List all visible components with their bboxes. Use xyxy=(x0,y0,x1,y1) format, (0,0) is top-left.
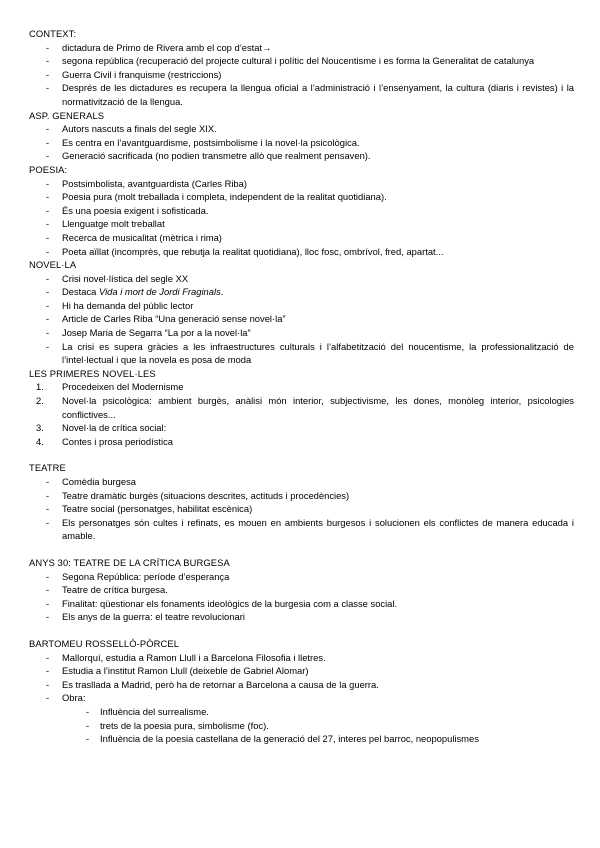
dash-bullet: - xyxy=(86,719,90,731)
list-item xyxy=(29,597,574,611)
sub-list-item xyxy=(62,705,574,719)
dash-bullet: - xyxy=(46,136,50,148)
dash-bullet: - xyxy=(46,123,50,135)
item-text: Novel·la de crítica social: xyxy=(62,422,167,434)
list-item xyxy=(29,394,574,421)
item-text: Generació sacrificada (no podien transmetre allò que realment pensaven). xyxy=(62,150,371,162)
dash-bullet: - xyxy=(86,705,90,717)
dash-bullet: - xyxy=(46,41,50,53)
item-text: Influència del surrealisme. xyxy=(100,705,209,717)
section-heading: TEATRE xyxy=(29,462,66,474)
list-item xyxy=(29,489,574,503)
dash-bullet: - xyxy=(46,177,50,189)
list-item xyxy=(29,285,574,299)
section-heading: BARTOMEU ROSSELLÓ-PÒRCEL xyxy=(29,637,180,649)
item-text: Comèdia burgesa xyxy=(62,476,137,487)
item-text: Crisi novel·lística del segle XX xyxy=(62,272,189,284)
list-item xyxy=(29,691,574,745)
item-text: Novel·la psicològica: ambient burgès, anàlisi món interior, subjectivisme, les dones, monòleg interior, psicologies conflictives... xyxy=(62,395,574,420)
dash-bullet: - xyxy=(46,489,50,501)
dash-bullet: - xyxy=(46,651,50,663)
dash-bullet: - xyxy=(46,299,50,311)
dash-bullet: - xyxy=(46,150,50,162)
item-text: Poesia pura (molt treballada i completa, independent de la realitat quotidiana). xyxy=(62,191,387,203)
section-list xyxy=(29,122,574,163)
item-text: . xyxy=(220,286,224,298)
dash-bullet: - xyxy=(46,191,50,203)
dash-bullet: - xyxy=(46,313,50,325)
dash-bullet: - xyxy=(46,611,50,623)
sub-list-item xyxy=(62,732,574,746)
list-item xyxy=(29,583,574,597)
item-text: Contes i prosa periodística xyxy=(62,435,173,447)
section-list xyxy=(29,475,574,543)
section-heading: CONTEXT: xyxy=(29,28,77,39)
dash-bullet: - xyxy=(86,733,90,745)
list-item xyxy=(29,177,574,191)
item-text: Postsimbolista, avantguardista (Carles Riba) xyxy=(62,177,247,189)
list-item xyxy=(29,204,574,218)
section-heading: LES PRIMERES NOVEL·LES xyxy=(29,367,156,379)
item-text: Obra: xyxy=(62,692,86,704)
item-text: Mallorquí, estudia a Ramon Llull i a Barcelona Filosofia i lletres. xyxy=(62,651,326,663)
item-text: Després de les dictadures es recupera la llengua oficial a l’administració i l’ensenyament, la cultura (diaris i revistes) i la normativització de la llengua. xyxy=(62,82,574,107)
list-item xyxy=(29,190,574,204)
section-heading: ANYS 30: TEATRE DE LA CRÍTICA BURGESA xyxy=(29,556,230,568)
section-list xyxy=(29,41,574,109)
list-item xyxy=(29,380,574,394)
dash-bullet: - xyxy=(46,665,50,677)
dash-bullet: - xyxy=(46,231,50,243)
dash-bullet: - xyxy=(46,516,50,528)
list-item xyxy=(29,340,574,367)
item-text: Segona República: període d’esperança xyxy=(62,570,230,582)
item-text: Poeta aïllat (incomprès, que rebutja la realitat quotidiana), lloc fosc, ombrívol, fred, apartat... xyxy=(62,245,444,257)
list-number: 1. xyxy=(36,381,44,393)
dash-bullet: - xyxy=(46,692,50,704)
section-list xyxy=(29,651,574,746)
item-text: segona república (recuperació del projecte cultural i polític del Noucentisme i es forma la Generalitat de catalunya xyxy=(62,55,535,67)
item-text: dictadura de Primo de Rivera amb el cop d’estat→ xyxy=(62,41,272,53)
item-text: Teatre dramàtic burgès (situacions descrites, actituds i procedències) xyxy=(62,489,350,501)
section-heading: ASP. GENERALS xyxy=(29,109,105,121)
dash-bullet: - xyxy=(46,597,50,609)
item-text: Es trasllada a Madrid, però ha de retornar a Barcelona a causa de la guerra. xyxy=(62,678,379,690)
item-text: Guerra Civil i franquisme (restriccions) xyxy=(62,68,222,80)
section-heading: NOVEL·LA xyxy=(29,259,77,271)
dash-bullet: - xyxy=(46,272,50,284)
item-text: Destaca xyxy=(62,286,99,298)
item-text: Llenguatge molt treballat xyxy=(62,218,165,230)
section-heading: POESIA: xyxy=(29,163,68,175)
dash-bullet: - xyxy=(46,218,50,230)
list-item xyxy=(29,664,574,678)
dash-bullet: - xyxy=(46,503,50,515)
list-item xyxy=(29,570,574,584)
item-text: Finalitat: qüestionar els fonaments ideològics de la burgesia com a classe social. xyxy=(62,597,398,609)
list-item xyxy=(29,678,574,692)
dash-bullet: - xyxy=(46,286,50,298)
item-text: Autors nascuts a finals del segle XIX. xyxy=(62,123,217,135)
dash-bullet: - xyxy=(46,678,50,690)
item-text: Hi ha demanda del públic lector xyxy=(62,299,194,311)
list-item xyxy=(29,149,574,163)
list-item xyxy=(29,272,574,286)
list-item xyxy=(29,136,574,150)
sub-list xyxy=(62,705,574,746)
dash-bullet: - xyxy=(46,204,50,216)
list-item xyxy=(29,610,574,624)
list-item xyxy=(29,41,574,55)
list-item xyxy=(29,299,574,313)
item-text: Article de Carles Riba “Una generació sense novel·la” xyxy=(62,313,286,325)
item-text: Estudia a l’institut Ramon Llull (deixeble de Gabriel Alomar) xyxy=(62,665,309,677)
list-item xyxy=(29,421,574,435)
dash-bullet: - xyxy=(46,327,50,339)
item-text: Teatre social (personatges, habilitat escènica) xyxy=(62,503,253,515)
list-item xyxy=(29,475,574,489)
list-number: 2. xyxy=(36,395,44,407)
book-title: Vida i mort de Jordi Fraginals xyxy=(99,286,221,298)
dash-bullet: - xyxy=(46,245,50,257)
list-item xyxy=(29,651,574,665)
item-text: Teatre de crítica burgesa. xyxy=(62,584,168,596)
list-item xyxy=(29,231,574,245)
list-item xyxy=(29,217,574,231)
list-item xyxy=(29,435,574,449)
list-item xyxy=(29,81,574,108)
document-page xyxy=(29,27,574,746)
list-item xyxy=(29,516,574,543)
item-text: Josep Maria de Segarra “La por a la novel·la” xyxy=(62,327,251,339)
dash-bullet: - xyxy=(46,340,50,352)
section-list xyxy=(29,570,574,624)
list-item xyxy=(29,502,574,516)
list-item xyxy=(29,312,574,326)
section-list xyxy=(29,380,574,448)
list-item xyxy=(29,68,574,82)
section-list xyxy=(29,272,574,367)
dash-bullet: - xyxy=(46,68,50,80)
dash-bullet: - xyxy=(46,82,50,94)
list-number: 4. xyxy=(36,435,44,447)
dash-bullet: - xyxy=(46,570,50,582)
list-item xyxy=(29,54,574,68)
item-text: Els anys de la guerra: el teatre revolucionari xyxy=(62,611,245,623)
sub-list-item xyxy=(62,719,574,733)
item-text: Els personatges són cultes i refinats, es mouen en ambients burgesos i solucionen els conflictes de manera educada i amable. xyxy=(62,516,574,542)
section-list xyxy=(29,177,574,259)
list-item xyxy=(29,122,574,136)
list-item xyxy=(29,245,574,259)
item-text: Recerca de musicalitat (mètrica i rima) xyxy=(62,231,222,243)
list-number: 3. xyxy=(36,422,44,434)
list-item xyxy=(29,326,574,340)
item-text: Procedeixen del Modernisme xyxy=(62,381,184,393)
item-text: La crisi es supera gràcies a les infraestructures culturals i l’alfabetització del noucentisme, la professionalització de l’intel·lectual i que la novela es posa de moda xyxy=(62,340,574,366)
item-text: Influència de la poesia castellana de la generació del 27, interes pel barroc, neopopulismes xyxy=(100,733,479,745)
item-text: És una poesia exigent i sofisticada. xyxy=(62,204,209,216)
dash-bullet: - xyxy=(46,584,50,596)
dash-bullet: - xyxy=(46,476,50,487)
item-text: Es centra en l’avantguardisme, postsimbolisme i la novel·la psicològica. xyxy=(62,136,360,148)
dash-bullet: - xyxy=(46,55,50,67)
item-text: trets de la poesia pura, simbolisme (foc). xyxy=(100,719,269,731)
